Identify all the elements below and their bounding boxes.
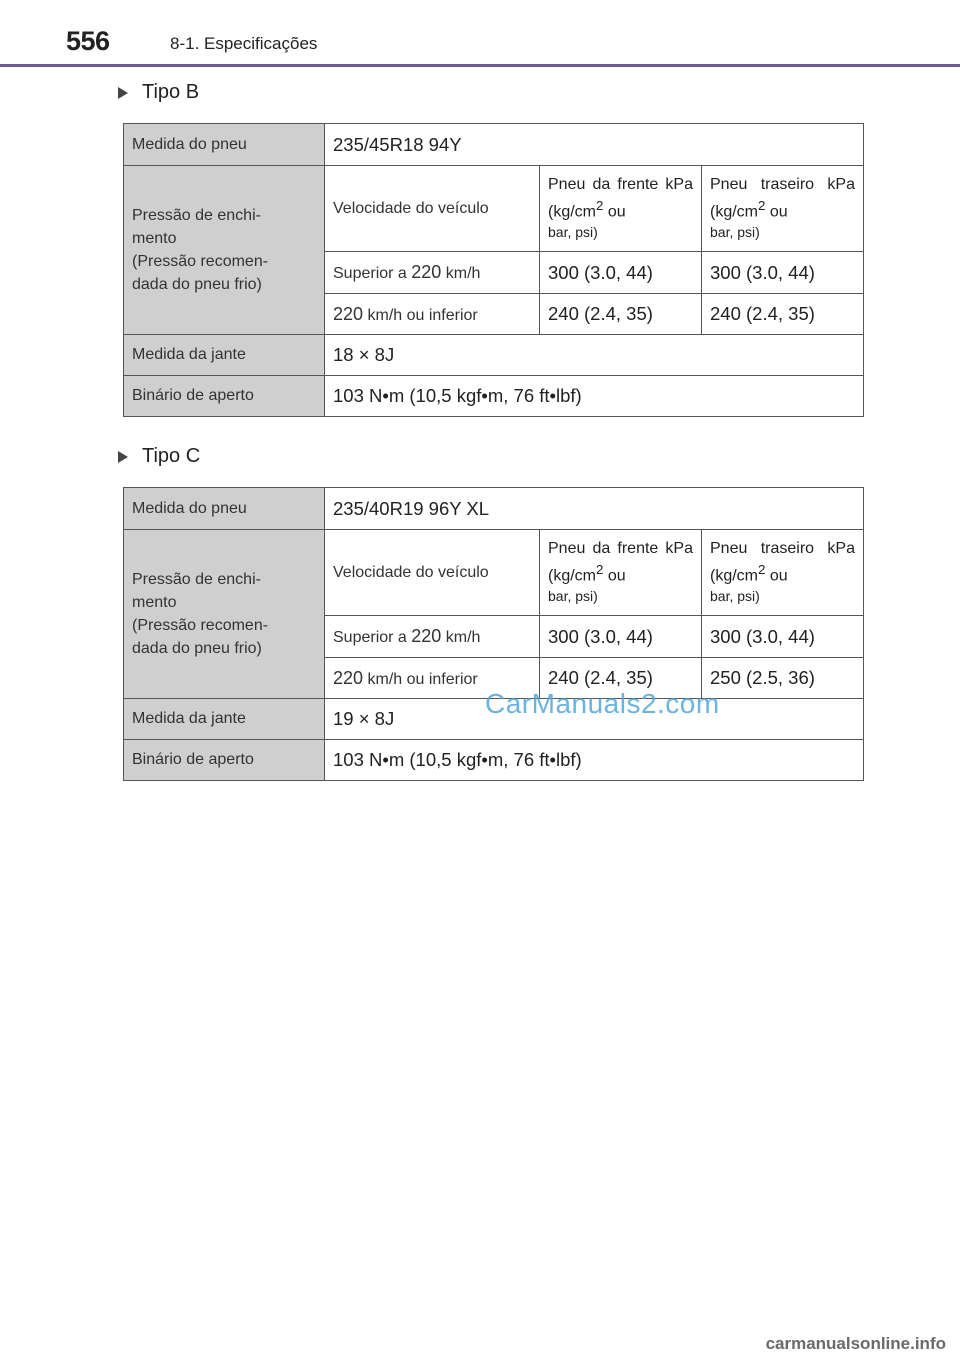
footer-watermark: carmanualsonline.info (765, 1334, 946, 1353)
rear-tire-header: Pneu traseiro kPa ($kg/cm^2$ ou bar, psi) (702, 166, 864, 252)
front-pressure-value: 300 (3.0, 44) (540, 252, 702, 294)
speed-value: Superior a 220 km/h (325, 616, 540, 658)
table-row (124, 488, 864, 530)
pressure-label: Pressão de enchi- mento (Pressão recomen- dada do pneu frio) (124, 530, 325, 699)
torque-label: Binário de aperto (124, 376, 325, 417)
table-row (124, 740, 864, 781)
rim-size-label: Medida da jante (124, 699, 325, 740)
section-title: 8-1. Especificações (170, 34, 318, 53)
tire-size-label: Medida do pneu (124, 488, 325, 530)
rear-pressure-value: 300 (3.0, 44) (702, 252, 864, 294)
rim-size-value: 19 × 8J (325, 699, 864, 740)
front-tire-header: Pneu da frente kPa ($kg/cm^2$ ou bar, psi) (540, 166, 702, 252)
header-divider (0, 64, 960, 67)
triangle-bullet-icon (118, 451, 128, 463)
speed-value: 220 km/h ou inferior (325, 294, 540, 335)
speed-header: Velocidade do veículo (325, 530, 540, 616)
speed-value: 220 km/h ou inferior (325, 658, 540, 699)
table-row (124, 124, 864, 166)
rim-size-label: Medida da jante (124, 335, 325, 376)
type-c-label: Tipo C (142, 445, 201, 467)
tire-spec-table-type-c (123, 487, 864, 781)
rear-pressure-value: 300 (3.0, 44) (702, 616, 864, 658)
front-pressure-value: 240 (2.4, 35) (540, 294, 702, 335)
tire-spec-table-type-b (123, 123, 864, 417)
rim-size-value: 18 × 8J (325, 335, 864, 376)
rear-pressure-value: 240 (2.4, 35) (702, 294, 864, 335)
torque-value: 103 N•m (10,5 kgf•m, 76 ft•lbf) (325, 376, 864, 417)
speed-header: Velocidade do veículo (325, 166, 540, 252)
front-tire-header: Pneu da frente kPa ($kg/cm^2$ ou bar, psi) (540, 530, 702, 616)
front-pressure-value: 300 (3.0, 44) (540, 616, 702, 658)
rear-tire-header: Pneu traseiro kPa ($kg/cm^2$ ou bar, psi) (702, 530, 864, 616)
type-b-label: Tipo B (142, 81, 200, 103)
table-row (124, 335, 864, 376)
torque-label: Binário de aperto (124, 740, 325, 781)
pressure-label: Pressão de enchi- mento (Pressão recomen- dada do pneu frio) (124, 166, 325, 335)
triangle-bullet-icon (118, 87, 128, 99)
tire-size-label: Medida do pneu (124, 124, 325, 166)
torque-value: 103 N•m (10,5 kgf•m, 76 ft•lbf) (325, 740, 864, 781)
table-row (124, 166, 864, 252)
tire-size-value: 235/45R18 94Y (325, 124, 864, 166)
front-pressure-value: 240 (2.4, 35) (540, 658, 702, 699)
page-header (0, 0, 960, 70)
tire-size-value: 235/40R19 96Y XL (325, 488, 864, 530)
type-c-heading (118, 445, 200, 468)
speed-value: Superior a 220 km/h (325, 252, 540, 294)
watermark-carmanuals2: CarManuals2.com (485, 688, 720, 719)
table-row (124, 530, 864, 616)
table-row (124, 376, 864, 417)
type-b-heading (118, 81, 199, 104)
rear-pressure-value: 250 (2.5, 36) (702, 658, 864, 699)
page-number: 556 (66, 26, 110, 56)
